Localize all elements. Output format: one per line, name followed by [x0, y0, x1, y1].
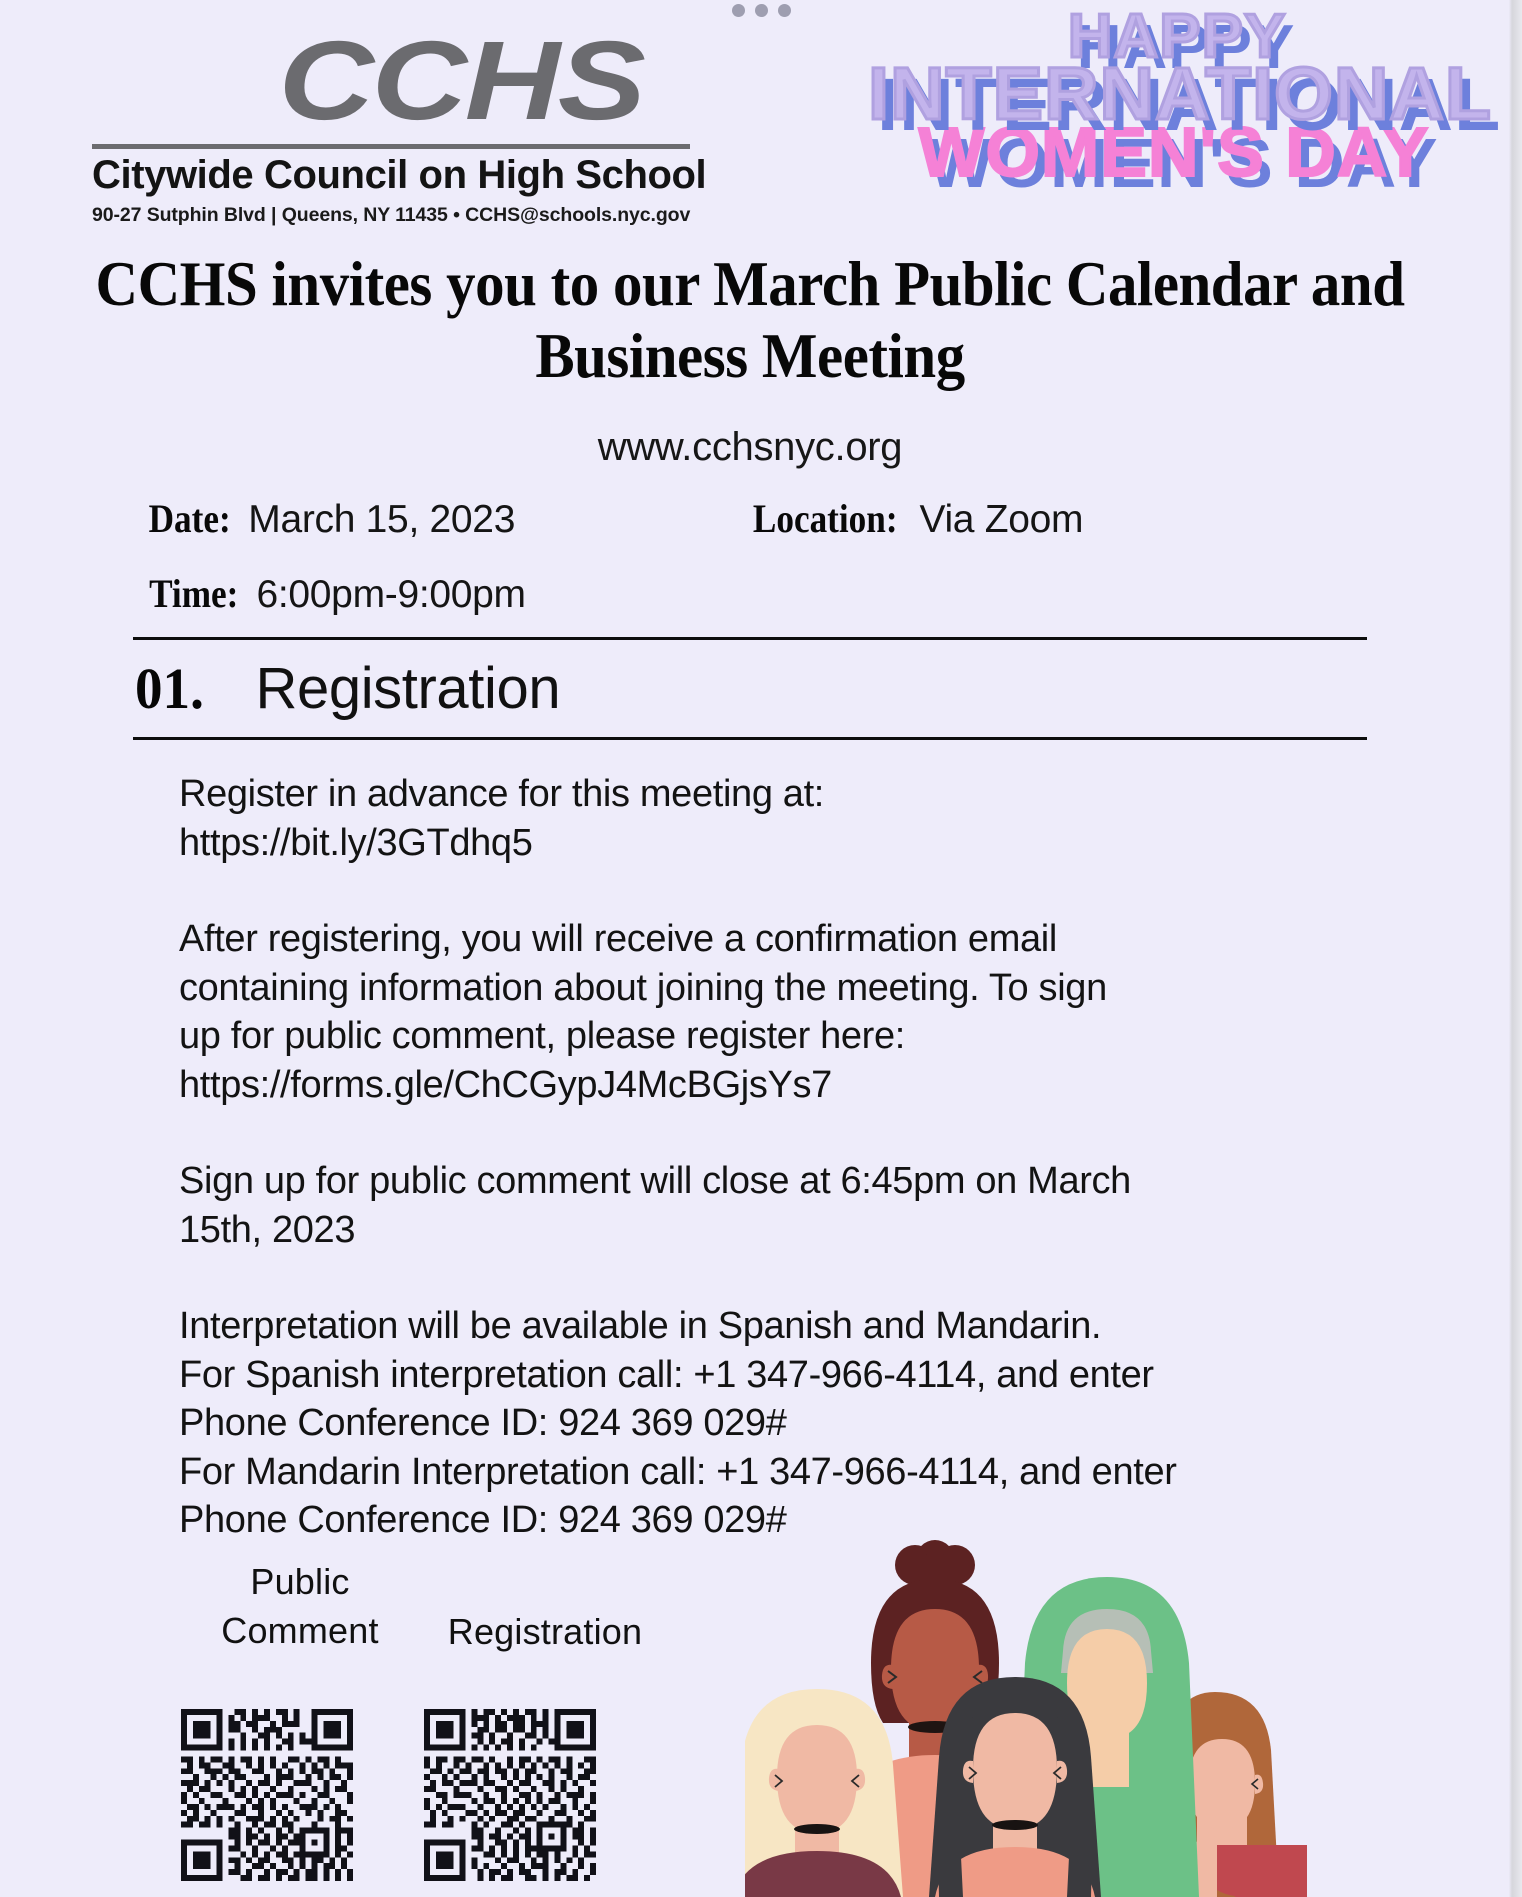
event-details	[0, 495, 1440, 645]
line: Register in advance for this meeting at:	[179, 773, 825, 815]
iwd-line-international: INTERNATIONAL	[868, 51, 1493, 135]
date-label: Date:	[148, 496, 231, 541]
section-number: 01.	[135, 656, 204, 721]
happy-international-womens-day-graphic	[868, 2, 1493, 213]
iwd-line-womens-day: WOMEN'S DAY	[918, 113, 1430, 192]
document-right-edge	[1500, 0, 1522, 1897]
qr-code-area	[160, 1557, 780, 1887]
drag-handle-dots-icon[interactable]	[0, 4, 1522, 17]
line: containing information about joining the meeting. To sign	[179, 966, 1107, 1009]
date-field	[143, 495, 743, 542]
line: Sign up for public comment will close at 6:45pm on March	[179, 1160, 1131, 1202]
time-field	[143, 570, 526, 617]
cchs-address-line: 90-27 Sutphin Blvd | Queens, NY 11435 • CCHS@schools.nyc.gov	[92, 204, 691, 227]
date-value: March 15, 2023	[248, 498, 516, 541]
label-line: Public	[250, 1561, 350, 1602]
section-title: Registration	[255, 656, 561, 721]
handle-dot	[732, 4, 745, 17]
handle-dot	[778, 4, 791, 17]
section-header-registration	[133, 637, 1367, 740]
meta-row-date-location	[0, 495, 1440, 570]
time-value: 6:00pm-9:00pm	[256, 573, 526, 616]
location-label: Location:	[752, 496, 898, 541]
cchs-logo	[92, 18, 712, 227]
woman-dark-hair	[929, 1677, 1101, 1897]
line: After registering, you will receive a confirmation email	[179, 918, 1057, 960]
cchs-organization-name: Citywide Council on High School	[92, 152, 707, 197]
page-title: CCHS invites you to our March Public Calendar and Business Meeting	[95, 248, 1405, 391]
cchs-wordmark: CCHS	[278, 18, 644, 143]
woman-blonde	[745, 1689, 903, 1897]
paragraph-register-advance	[179, 770, 1249, 867]
line: Phone Conference ID: 924 369 029#	[179, 1402, 787, 1444]
line: For Mandarin Interpretation call: +1 347-966-4114, and enter	[179, 1450, 1177, 1493]
line: 15th, 2023	[179, 1208, 356, 1251]
registration-qr-code[interactable]	[423, 1709, 597, 1881]
line: up for public comment, please register here:	[179, 1015, 905, 1057]
paragraph-interpretation	[179, 1302, 1249, 1545]
line: Interpretation will be available in Spanish and Mandarin.	[179, 1305, 1102, 1347]
registration-qr-label: Registration	[447, 1611, 643, 1652]
bitly-link[interactable]: https://bit.ly/3GTdhq5	[179, 821, 533, 864]
public-comment-qr-code[interactable]	[180, 1709, 354, 1881]
google-form-link[interactable]: https://forms.gle/ChCGypJ4McBGjsYs7	[179, 1063, 832, 1106]
label-line: Comment	[221, 1610, 379, 1651]
meta-row-time	[0, 570, 1440, 645]
handle-dot	[755, 4, 768, 17]
line: Phone Conference ID: 924 369 029#	[179, 1499, 787, 1541]
logo-divider-rule	[92, 144, 690, 149]
registration-body-copy	[179, 770, 1249, 1545]
paragraph-after-registering	[179, 915, 1249, 1109]
location-value: Via Zoom	[919, 498, 1084, 541]
time-label: Time:	[149, 571, 239, 616]
public-comment-qr-label	[185, 1557, 415, 1655]
website-url[interactable]: www.cchsnyc.org	[597, 425, 903, 469]
five-diverse-women-illustration	[745, 1517, 1325, 1897]
iwd-line-happy: HAPPY	[1067, 2, 1287, 71]
paragraph-public-comment-close	[179, 1157, 1249, 1254]
line: For Spanish interpretation call: +1 347-966-4114, and enter	[179, 1353, 1154, 1396]
location-field	[743, 495, 1083, 542]
